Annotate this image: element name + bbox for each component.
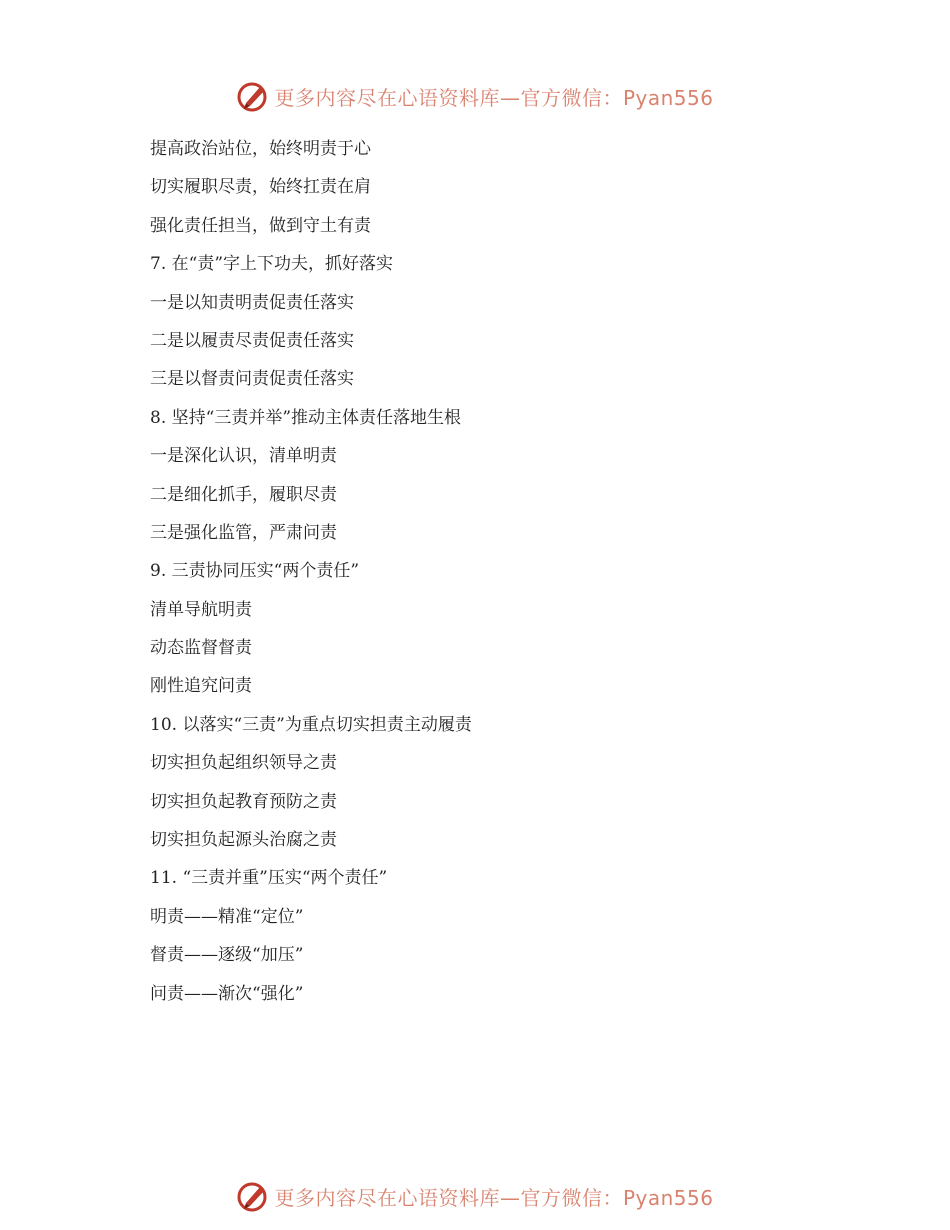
text-line: 一是深化认识，清单明责 xyxy=(150,446,337,467)
text-line: 清单导航明责 xyxy=(150,599,252,620)
text-line: 督责——逐级“加压” xyxy=(150,945,304,966)
document-body xyxy=(150,130,850,1013)
text-line: 明责——精准“定位” xyxy=(150,906,304,927)
text-line: 切实担负起源头治腐之责 xyxy=(150,830,337,851)
section-heading: 7. 在“责”字上下功夫，抓好落实 xyxy=(150,254,394,275)
text-line: 切实担负起组织领导之责 xyxy=(150,753,337,774)
footer-banner xyxy=(0,1176,950,1216)
section-heading: 8. 坚持“三责并举”推动主体责任落地生根 xyxy=(150,407,462,428)
text-line: 切实履职尽责，始终扛责在肩 xyxy=(150,177,371,198)
text-line: 强化责任担当，做到守土有责 xyxy=(150,215,371,236)
text-line: 提高政治站位，始终明责于心 xyxy=(150,139,371,159)
section-heading: 10. 以落实“三责”为重点切实担责主动履责 xyxy=(150,714,472,735)
text-line: 问责——渐次“强化” xyxy=(150,983,304,1004)
pen-circle-logo-icon xyxy=(236,79,270,113)
footer-banner-text: 更多内容尽在心语资料库—官方微信：Pyan556 xyxy=(274,1185,714,1210)
section-heading: 11. “三责并重”压实“两个责任” xyxy=(150,868,388,889)
text-line: 二是以履责尽责促责任落实 xyxy=(150,330,354,351)
text-line: 动态监督督责 xyxy=(150,638,252,659)
text-line: 二是细化抓手，履职尽责 xyxy=(150,484,337,505)
text-line: 一是以知责明责促责任落实 xyxy=(150,292,354,313)
text-line: 切实担负起教育预防之责 xyxy=(150,791,337,812)
section-heading: 9. 三责协同压实“两个责任” xyxy=(150,561,360,582)
pen-circle-logo-icon xyxy=(236,1179,270,1213)
header-banner-text: 更多内容尽在心语资料库—官方微信：Pyan556 xyxy=(274,85,714,110)
text-line: 三是以督责问责促责任落实 xyxy=(150,369,354,390)
text-line: 三是强化监管，严肃问责 xyxy=(150,522,337,543)
text-line: 刚性追究问责 xyxy=(150,676,252,697)
header-banner xyxy=(0,76,950,116)
